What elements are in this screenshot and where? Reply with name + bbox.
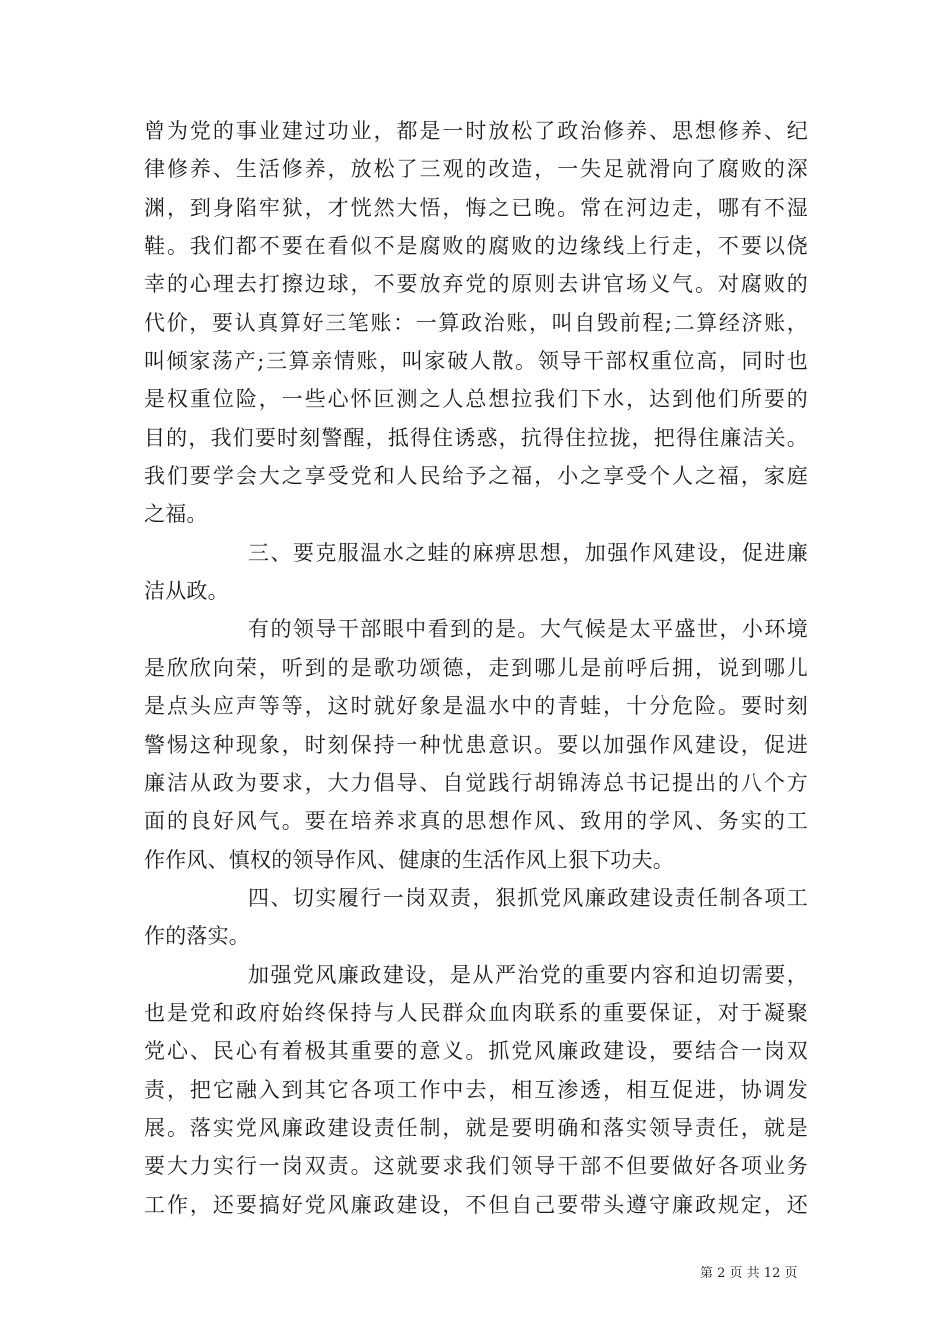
text-line: 警惕这种现象，时刻保持一种忧患意识。要以加强作风建设，促进: [144, 732, 808, 757]
section-heading-line: 洁从政。: [144, 579, 229, 604]
section-heading-line: 作的落实。: [144, 924, 250, 949]
section-heading-line: 三、要克服温水之蛙的麻痹思想，加强作风建设，促进廉: [248, 540, 808, 565]
text-line: 目的，我们要时刻警醒，抵得住诱惑，抗得住拉拢，把得住廉洁关。: [144, 425, 808, 450]
text-line: 鞋。我们都不要在看似不是腐败的腐败的边缘线上行走，不要以侥: [144, 234, 808, 259]
document-body: [144, 112, 808, 1224]
text-line: 加强党风廉政建设，是从严治党的重要内容和迫切需要，: [248, 962, 808, 987]
text-line: 也是党和政府始终保持与人民群众血肉联系的重要保证，对于凝聚: [144, 1000, 808, 1025]
text-line: 代价，要认真算好三笔账：一算政治账，叫自毁前程;二算经济账，: [144, 310, 808, 335]
text-line: 叫倾家荡产;三算亲情账，叫家破人散。领导干部权重位高，同时也: [144, 349, 808, 374]
text-line: 是欣欣向荣，听到的是歌功颂德，走到哪儿是前呼后拥，说到哪儿: [144, 655, 808, 680]
text-line: 曾为党的事业建过功业，都是一时放松了政治修养、思想修养、纪: [144, 119, 808, 143]
text-line: 展。落实党风廉政建设责任制，就是要明确和落实领导责任，就是: [144, 1115, 808, 1140]
text-line: 面的良好风气。要在培养求真的思想作风、致用的学风、务实的工: [144, 809, 808, 834]
text-line: 工作，还要搞好党风廉政建设，不但自己要带头遵守廉政规定，还: [144, 1192, 808, 1217]
text-line: 我们要学会大之享受党和人民给予之福，小之享受个人之福，家庭: [144, 464, 808, 489]
page-number-footer: 第 2 页 共 12 页: [700, 1266, 798, 1281]
text-line: 是权重位险，一些心怀叵测之人总想拉我们下水，达到他们所要的: [144, 387, 808, 412]
section-heading-line: 四、切实履行一岗双责，狠抓党风廉政建设责任制各项工: [248, 885, 808, 910]
text-line: 有的领导干部眼中看到的是。大气候是太平盛世，小环境: [248, 617, 808, 642]
text-line: 幸的心理去打擦边球，不要放弃党的原则去讲官场义气。对腐败的: [144, 272, 808, 297]
text-line: 党心、民心有着极其重要的意义。抓党风廉政建设，要结合一岗双: [144, 1039, 808, 1064]
text-line: 要大力实行一岗双责。这就要求我们领导干部不但要做好各项业务: [144, 1154, 808, 1179]
text-line: 律修养、生活修养，放松了三观的改造，一失足就滑向了腐败的深: [144, 157, 808, 182]
text-line: 之福。: [144, 502, 208, 527]
text-line: 廉洁从政为要求，大力倡导、自觉践行胡锦涛总书记提出的八个方: [144, 770, 808, 795]
text-line: 责，把它融入到其它各项工作中去，相互渗透，相互促进，协调发: [144, 1077, 808, 1102]
text-line: 是点头应声等等，这时就好象是温水中的青蛙，十分危险。要时刻: [144, 694, 808, 719]
text-line: 渊，到身陷牢狱，才恍然大悟，悔之已晚。常在河边走，哪有不湿: [144, 195, 808, 220]
text-line: 作作风、慎权的领导作风、健康的生活作风上狠下功夫。: [144, 847, 674, 872]
